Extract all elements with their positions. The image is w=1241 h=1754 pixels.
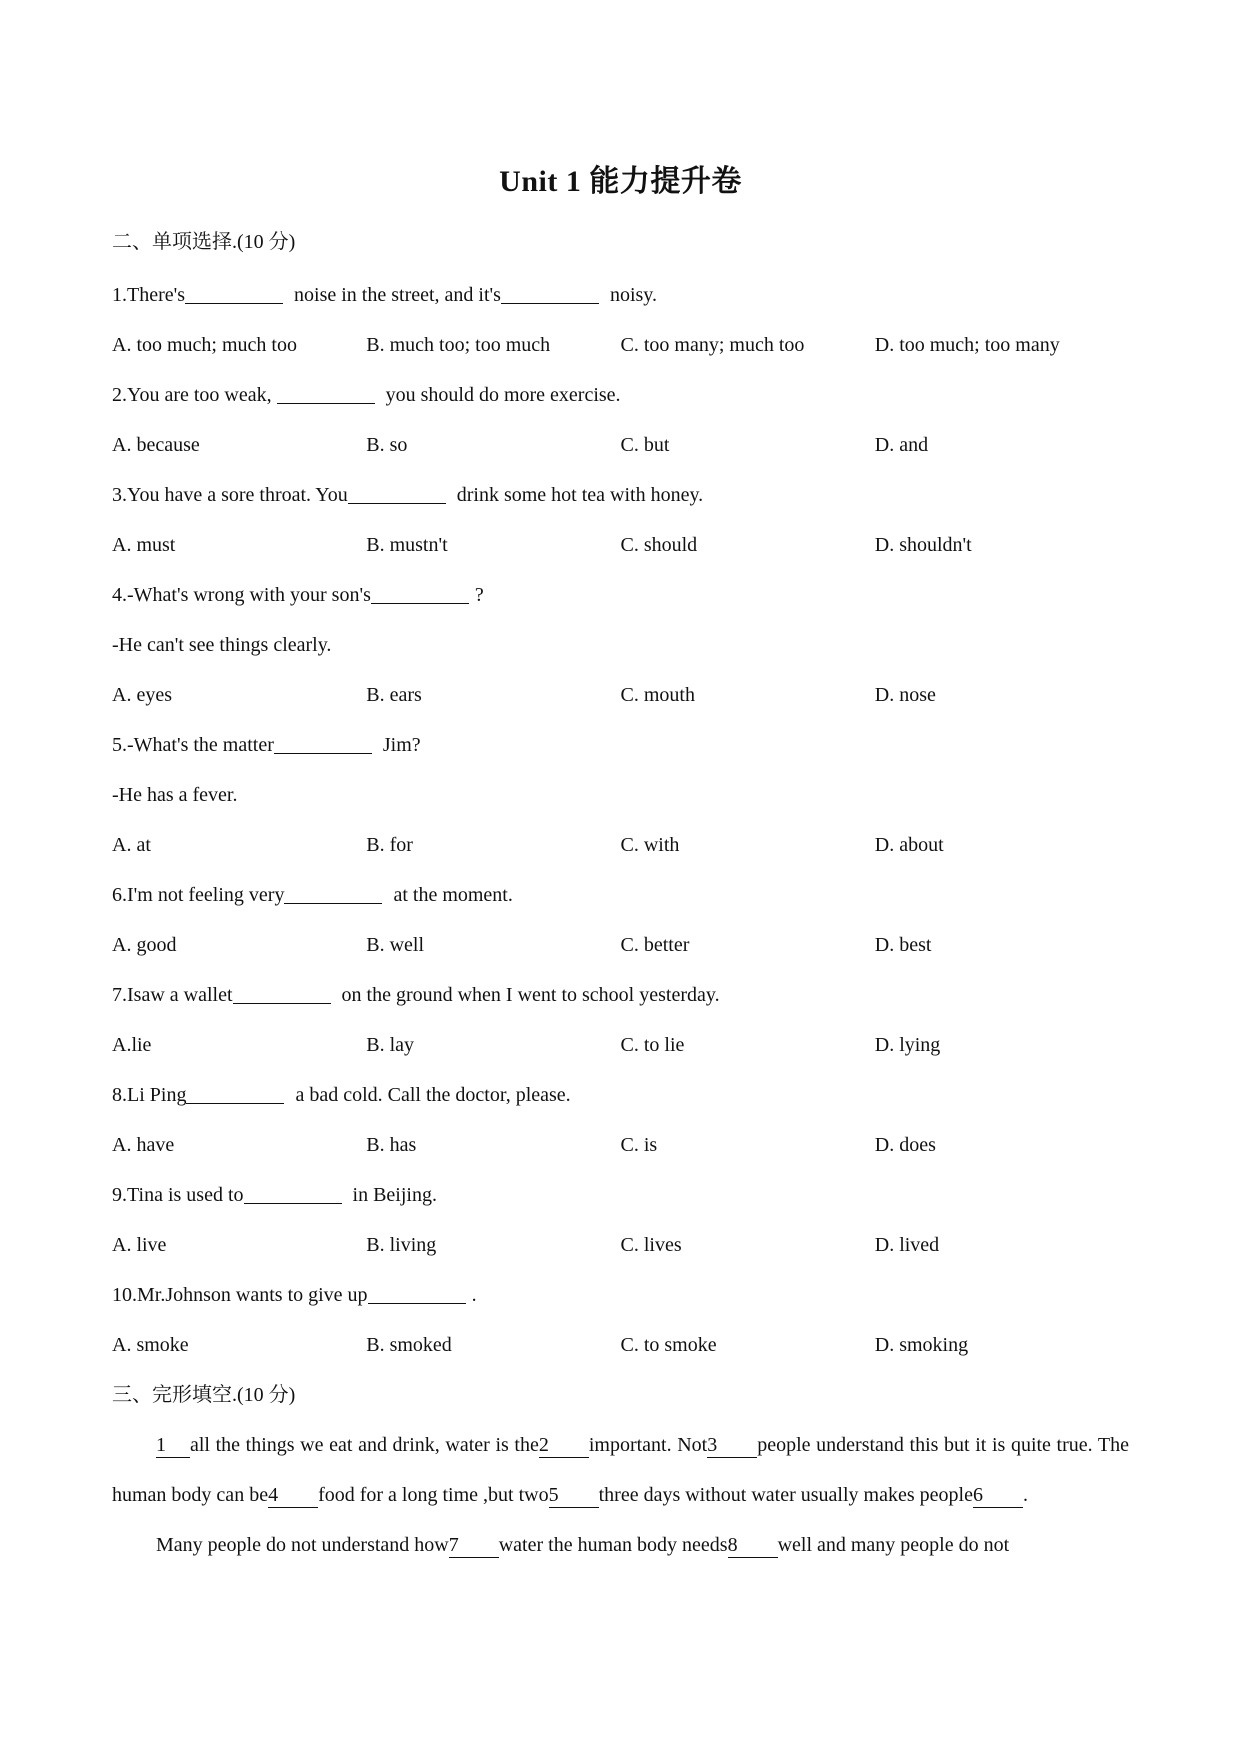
cloze-paragraph-2 (112, 1520, 1129, 1570)
question-9-options (112, 1220, 1129, 1270)
option-c: C. lives (620, 1234, 682, 1256)
question-8-text: 8.Li Ping (112, 1084, 187, 1106)
option-a: A. have (112, 1134, 175, 1156)
answer-blank (185, 283, 283, 304)
cloze-blank-4: 4 (268, 1483, 318, 1508)
answer-blank (274, 733, 372, 754)
cloze-text: water the human body needs (498, 1534, 728, 1556)
cloze-blank-5: 5 (549, 1483, 599, 1508)
question-4-options (112, 670, 1129, 720)
question-2 (112, 370, 1129, 420)
option-b: B. ears (366, 684, 422, 706)
question-3 (112, 470, 1129, 520)
answer-blank (368, 1283, 466, 1304)
cloze-passage (112, 1420, 1129, 1570)
cloze-blank-8: 8 (728, 1533, 778, 1558)
question-1-options (112, 320, 1129, 370)
cloze-text: people understand this but it is quite true. The human body can be (112, 1434, 1130, 1506)
question-4-text: ? (474, 584, 484, 606)
option-d: D. does (874, 1134, 936, 1156)
option-d: D. shouldn't (874, 534, 972, 556)
option-c: C. is (620, 1134, 658, 1156)
cloze-blank-6: 6 (973, 1483, 1023, 1508)
option-b: B. well (366, 934, 425, 956)
section-heading-cloze: 三、完形填空.(10 分) (112, 1384, 296, 1406)
question-8-text: a bad cold. Call the doctor, please. (290, 1084, 571, 1106)
multiple-choice-section (112, 270, 1129, 1370)
option-d: D. nose (874, 684, 936, 706)
question-10-text: . (471, 1284, 477, 1306)
option-d: D. smoking (874, 1334, 969, 1356)
option-b: B. living (366, 1234, 437, 1256)
option-b: B. lay (366, 1034, 415, 1056)
question-5-text: 5.-What's the matter (112, 734, 274, 756)
answer-blank (371, 583, 469, 604)
option-a: A. live (112, 1234, 167, 1256)
question-5 (112, 720, 1129, 770)
answer-blank (244, 1183, 342, 1204)
option-c: C. but (620, 434, 670, 456)
question-2-options (112, 420, 1129, 470)
answer-blank (186, 1083, 284, 1104)
option-a: A. because (112, 434, 200, 456)
question-4-text: 4.-What's wrong with your son's (112, 584, 371, 606)
option-a: A. at (112, 834, 151, 856)
cloze-text: well and many people do not (777, 1534, 1010, 1556)
option-d: D. lived (874, 1234, 940, 1256)
option-c: C. better (620, 934, 690, 956)
question-4-reply: -He can't see things clearly. (112, 634, 332, 656)
option-c: C. with (620, 834, 680, 856)
question-6-text: 6.I'm not feeling very (112, 884, 285, 906)
question-4 (112, 570, 1129, 620)
question-10-options (112, 1320, 1129, 1370)
cloze-blank-2: 2 (539, 1433, 589, 1458)
question-3-text: drink some hot tea with honey. (451, 484, 704, 506)
cloze-text: three days without water usually makes people (598, 1484, 973, 1506)
option-a: A. eyes (112, 684, 172, 706)
option-a: A. good (112, 934, 177, 956)
question-1-text: 1.There's (112, 284, 186, 306)
option-d: D. lying (874, 1034, 941, 1056)
question-7-text: on the ground when I went to school yesterday. (336, 984, 720, 1006)
option-b: B. has (366, 1134, 417, 1156)
question-3-text: 3.You have a sore throat. You (112, 484, 348, 506)
option-c: C. mouth (620, 684, 695, 706)
cloze-text: Many people do not understand how (156, 1534, 449, 1556)
option-b: B. smoked (366, 1334, 452, 1356)
cloze-text: all the things we eat and drink, water is the (190, 1434, 539, 1456)
question-1-text: noise in the street, and it's (289, 284, 501, 306)
cloze-blank-7: 7 (449, 1533, 499, 1558)
cloze-blank-3: 3 (707, 1433, 757, 1458)
question-7-text: 7.Isaw a wallet (112, 984, 233, 1006)
answer-blank (277, 383, 375, 404)
question-9-text: 9.Tina is used to (112, 1184, 244, 1206)
option-a: A.lie (112, 1034, 152, 1056)
option-a: A. too much; much too (112, 334, 297, 356)
question-3-options (112, 520, 1129, 570)
question-5-text: Jim? (377, 734, 421, 756)
option-b: B. so (366, 434, 408, 456)
option-b: B. for (366, 834, 413, 856)
option-d: D. best (874, 934, 932, 956)
answer-blank (348, 483, 446, 504)
question-1-text: noisy. (604, 284, 657, 306)
cloze-text: . (1022, 1484, 1028, 1506)
cloze-paragraph-1 (112, 1420, 1129, 1520)
option-a: A. must (112, 534, 176, 556)
cloze-text: food for a long time ,but two (318, 1484, 549, 1506)
option-a: A. smoke (112, 1334, 189, 1356)
question-6-options (112, 920, 1129, 970)
answer-blank (284, 883, 382, 904)
question-10-text: 10.Mr.Johnson wants to give up (112, 1284, 368, 1306)
section-heading-multiple-choice: 二、单项选择.(10 分) (112, 231, 296, 253)
question-5-options (112, 820, 1129, 870)
question-8-options (112, 1120, 1129, 1170)
option-c: C. should (620, 534, 698, 556)
question-6-text: at the moment. (388, 884, 513, 906)
question-5-reply: -He has a fever. (112, 784, 238, 806)
question-7-options (112, 1020, 1129, 1070)
option-b: B. much too; too much (366, 334, 551, 356)
question-1 (112, 270, 1129, 320)
cloze-text: important. Not (588, 1434, 708, 1456)
question-2-text: 2.You are too weak, (112, 384, 277, 406)
question-2-text: you should do more exercise. (380, 384, 621, 406)
answer-blank (233, 983, 331, 1004)
option-c: C. to lie (620, 1034, 685, 1056)
option-c: C. too many; much too (620, 334, 805, 356)
page-title: Unit 1 能力提升卷 (499, 165, 742, 198)
question-8 (112, 1070, 1129, 1120)
option-b: B. mustn't (366, 534, 448, 556)
option-c: C. to smoke (620, 1334, 717, 1356)
answer-blank (501, 283, 599, 304)
question-7 (112, 970, 1129, 1020)
question-6 (112, 870, 1129, 920)
question-9-text: in Beijing. (347, 1184, 437, 1206)
question-9 (112, 1170, 1129, 1220)
option-d: D. about (874, 834, 944, 856)
cloze-blank-1: 1 (156, 1433, 190, 1458)
option-d: D. too much; too many (874, 334, 1060, 356)
option-d: D. and (874, 434, 929, 456)
question-10 (112, 1270, 1129, 1320)
